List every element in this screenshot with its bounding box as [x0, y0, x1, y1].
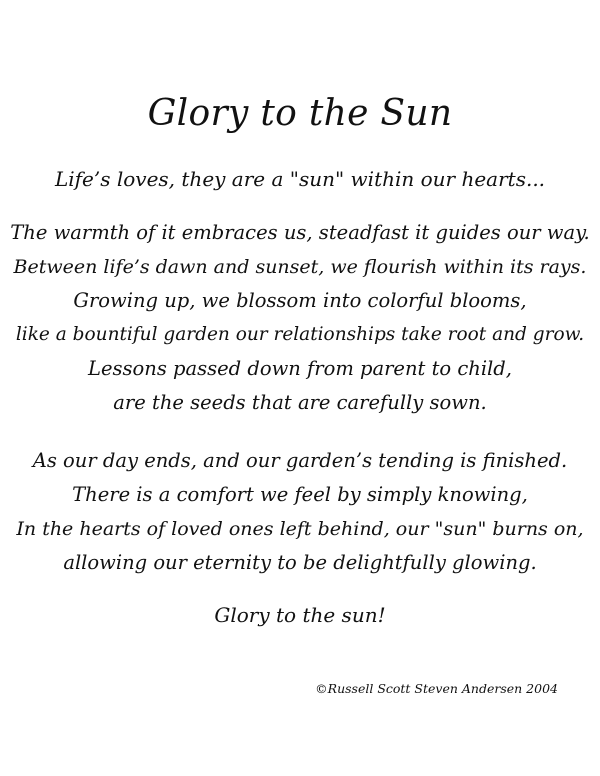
stanza-line: The warmth of it embraces us, steadfast it guides our way.: [10, 221, 590, 244]
stanza-2: [0, 444, 600, 580]
stanza-line: In the hearts of loved ones left behind, our "sun" burns on,: [16, 518, 584, 540]
stanza-line: like a bountiful garden our relationships take root and grow.: [15, 324, 585, 345]
copyright-notice: ©Russell Scott Steven Andersen 2004: [315, 681, 558, 696]
stanza-line: As our day ends, and our garden’s tending is finished.: [32, 449, 568, 472]
stanza-line: Between life’s dawn and sunset, we flourish within its rays.: [13, 256, 587, 278]
stanza-line: There is a comfort we feel by simply knowing,: [72, 483, 528, 506]
stanza-line: Lessons passed down from parent to child,: [88, 357, 512, 380]
stanza-line: allowing our eternity to be delightfully glowing.: [63, 551, 537, 574]
poem-title: Glory to the Sun: [147, 93, 453, 134]
stanza-1: [0, 216, 600, 420]
stanza-line: Growing up, we blossom into colorful blooms,: [73, 289, 527, 312]
stanza-line: are the seeds that are carefully sown.: [113, 391, 487, 414]
poem-intro-line: Life’s loves, they are a "sun" within our hearts...: [54, 167, 546, 191]
poem-closing-line: Glory to the sun!: [214, 603, 386, 627]
